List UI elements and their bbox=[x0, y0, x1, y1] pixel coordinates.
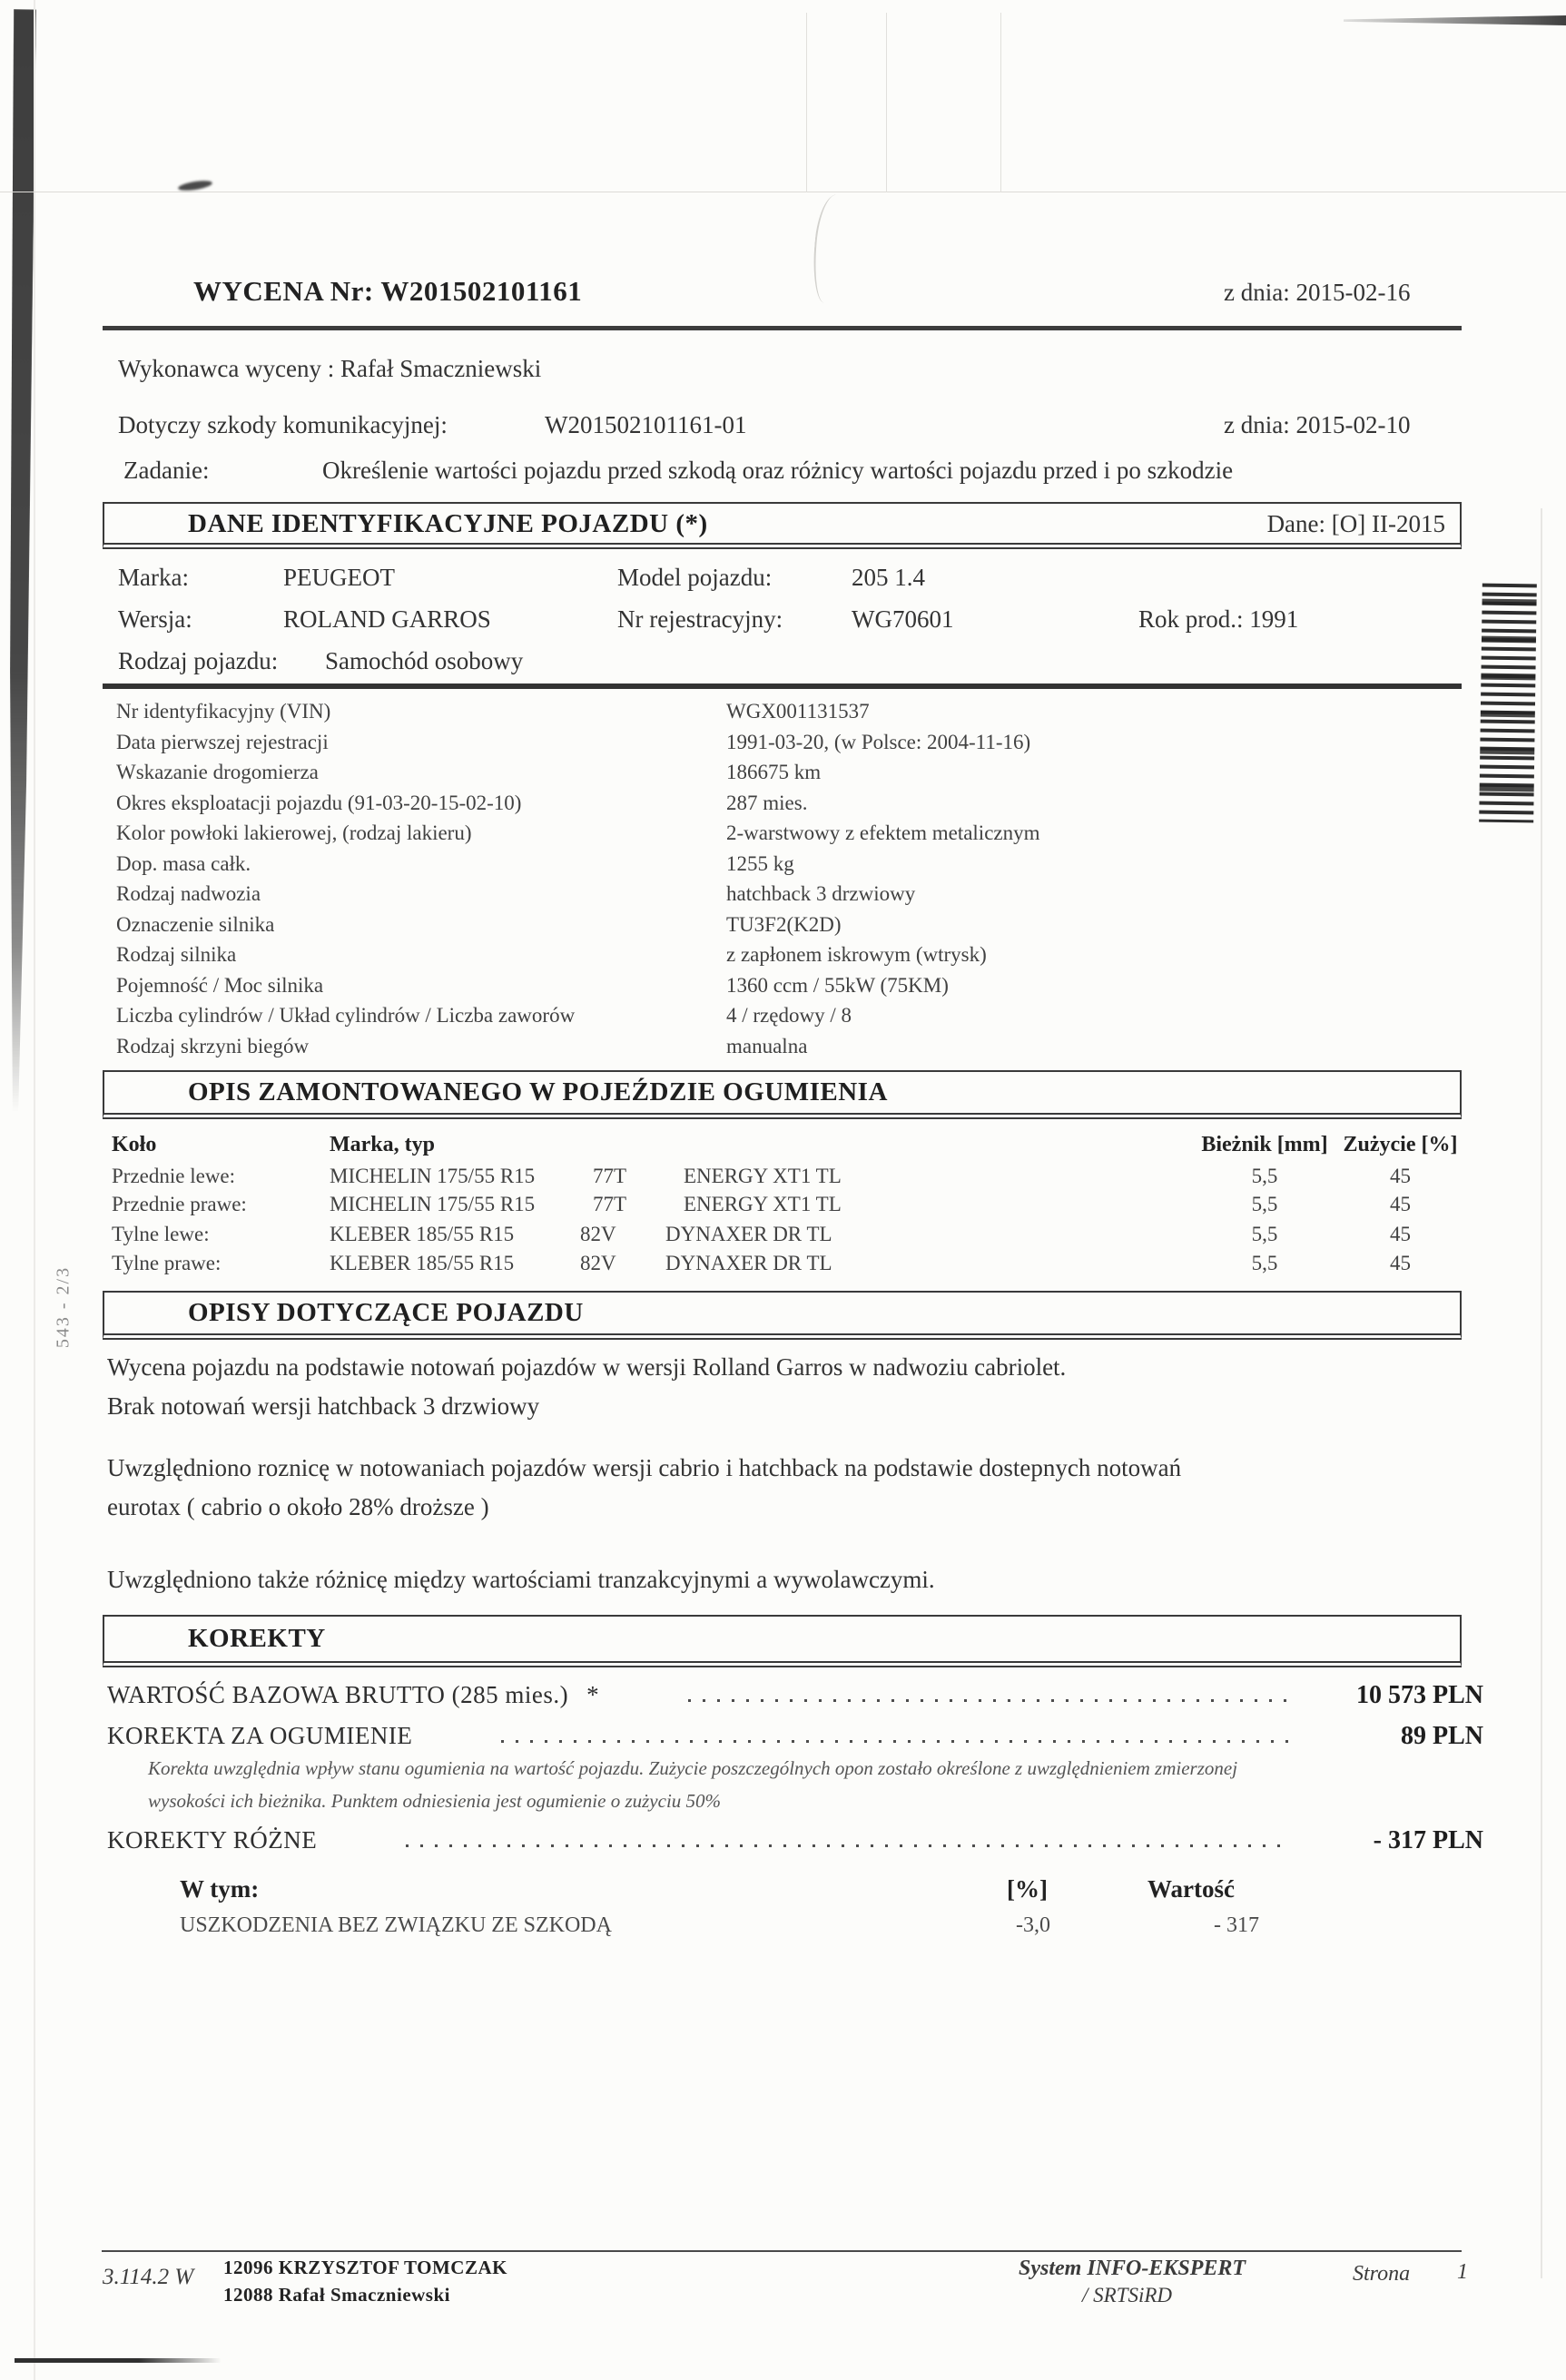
tire-row bbox=[112, 1251, 1463, 1275]
document-date: z dnia: 2015-02-16 bbox=[1224, 279, 1411, 306]
detail-value: TU3F2(K2D) bbox=[726, 912, 842, 936]
opis-paragraph-line: Brak notowań wersji hatchback 3 drzwiowy bbox=[107, 1392, 540, 1420]
paper-fold-line bbox=[1541, 508, 1542, 2278]
barcode bbox=[1479, 584, 1537, 823]
scan-edge-bar bbox=[0, 9, 36, 1112]
detail-label: Data pierwszej rejestracji bbox=[116, 730, 329, 753]
tire-row bbox=[112, 1164, 1463, 1188]
opis-paragraph-line: Wycena pojazdu na podstawie notowań pojazdów w wersji Rolland Garros w nadwoziu cabriolet. bbox=[107, 1353, 1067, 1381]
detail-row bbox=[116, 973, 1460, 1004]
executor-line: Wykonawca wyceny : Rafał Smaczniewski bbox=[118, 355, 542, 382]
detail-value: WGX001131537 bbox=[726, 700, 870, 723]
tire-model: ENERGY XT1 TL bbox=[684, 1193, 842, 1215]
tire-wheel: Przednie lewe: bbox=[112, 1165, 236, 1187]
footer-rule bbox=[102, 2250, 1462, 2252]
footer-page-label: Strona bbox=[1353, 2262, 1411, 2286]
korekta-value: - 317 PLN bbox=[1373, 1826, 1483, 1854]
section-tires-title: OPIS ZAMONTOWANEGO W POJEŹDZIE OGUMIENIA bbox=[188, 1077, 888, 1106]
tire-wear: 45 bbox=[1390, 1252, 1411, 1274]
dotted-leader bbox=[501, 1740, 1288, 1743]
wersja-label: Wersja: bbox=[118, 605, 192, 633]
footer-system-2: / SRTSiRD bbox=[1082, 2284, 1173, 2306]
section-ident-dane: Dane: [O] II-2015 bbox=[1266, 510, 1445, 537]
wtym-item-value: - 317 bbox=[1214, 1913, 1259, 1937]
detail-label: Dop. masa całk. bbox=[116, 851, 251, 875]
tire-col-brand: Marka, typ bbox=[330, 1133, 435, 1156]
tire-index: 82V bbox=[580, 1223, 616, 1245]
tire-tread: 5,5 bbox=[1251, 1223, 1278, 1245]
detail-value: 1255 kg bbox=[726, 851, 794, 875]
detail-label: Liczba cylindrów / Układ cylindrów / Liczba zaworów bbox=[116, 1004, 576, 1027]
scan-fold-vline bbox=[1000, 13, 1001, 192]
ident-rule bbox=[103, 684, 1462, 689]
tire-tread: 5,5 bbox=[1251, 1165, 1278, 1187]
tire-index: 82V bbox=[580, 1252, 616, 1274]
tire-col-tread: Bieżnik [mm] bbox=[1201, 1133, 1328, 1156]
tire-wheel: Tylne lewe: bbox=[112, 1223, 210, 1245]
rodzaj-value: Samochód osobowy bbox=[325, 647, 524, 674]
marka-label: Marka: bbox=[118, 564, 189, 591]
detail-value: 1360 ccm / 55kW (75KM) bbox=[726, 973, 949, 997]
detail-row bbox=[116, 881, 1460, 912]
korekta-label: WARTOŚĆ BAZOWA BRUTTO (285 mies.) bbox=[107, 1681, 569, 1708]
title-rule bbox=[103, 326, 1462, 330]
tire-table-header bbox=[112, 1132, 1463, 1157]
detail-label: Okres eksploatacji pojazdu (91-03-20-15-02-10) bbox=[116, 791, 522, 814]
tire-brand: KLEBER 185/55 R15 bbox=[330, 1252, 515, 1274]
claim-label: Dotyczy szkody komunikacyjnej: bbox=[118, 411, 448, 438]
tire-wear: 45 bbox=[1390, 1223, 1411, 1245]
scan-smudge bbox=[178, 179, 213, 192]
korekta-row-tires bbox=[107, 1722, 1483, 1751]
detail-label: Rodzaj nadwozia bbox=[116, 882, 261, 905]
korekta-row-base bbox=[107, 1681, 1483, 1710]
footer-version: 3.114.2 W bbox=[103, 2265, 194, 2289]
korekta-row-various bbox=[107, 1826, 1483, 1855]
tire-wheel: Tylne prawe: bbox=[112, 1252, 222, 1274]
vehicle-details-list bbox=[116, 699, 1460, 1064]
section-opisy-title: OPISY DOTYCZĄCE POJAZDU bbox=[188, 1298, 584, 1327]
detail-row bbox=[116, 1003, 1460, 1034]
tire-tread: 5,5 bbox=[1251, 1252, 1278, 1274]
wtym-label: W tym: bbox=[180, 1875, 260, 1903]
dotted-leader bbox=[406, 1844, 1288, 1847]
scan-edge-line bbox=[34, 0, 35, 2380]
section-korekty-title: KOREKTY bbox=[188, 1624, 326, 1653]
detail-value: 4 / rzędowy / 8 bbox=[726, 1004, 852, 1027]
tire-correction-note-line: wysokości ich bieżnika. Punktem odniesienia jest ogumienie o zużyciu 50% bbox=[148, 1790, 722, 1812]
footer-system-1: System INFO-EKSPERT bbox=[1019, 2257, 1246, 2280]
detail-value: 186675 km bbox=[726, 761, 822, 783]
detail-row bbox=[116, 912, 1460, 943]
detail-label: Nr identyfikacyjny (VIN) bbox=[116, 700, 331, 723]
detail-label: Pojemność / Moc silnika bbox=[116, 973, 324, 997]
task-label: Zadanie: bbox=[123, 457, 210, 484]
tire-wear: 45 bbox=[1390, 1165, 1411, 1187]
tire-wear: 45 bbox=[1390, 1193, 1411, 1215]
wersja-value: ROLAND GARROS bbox=[283, 605, 491, 633]
korekta-label: KOREKTA ZA OGUMIENIE bbox=[107, 1722, 413, 1749]
detail-label: Oznaczenie silnika bbox=[116, 912, 275, 936]
korekta-footnote-star: * bbox=[586, 1681, 599, 1708]
detail-value: z zapłonem iskrowym (wtrysk) bbox=[726, 943, 987, 966]
tire-correction-note-line: Korekta uwzględnia wpływ stanu ogumienia na wartość pojazdu. Zużycie poszczególnych opon zostało określone z uwzględnieniem zmierzonej bbox=[148, 1757, 1238, 1779]
section-opisy-header bbox=[103, 1291, 1462, 1340]
detail-row bbox=[116, 791, 1460, 821]
detail-row bbox=[116, 942, 1460, 973]
task-text: Określenie wartości pojazdu przed szkodą oraz różnicy wartości pojazdu przed i po szkodzie bbox=[322, 457, 1234, 484]
detail-row bbox=[116, 760, 1460, 791]
section-ident-header bbox=[103, 502, 1462, 549]
tire-model: DYNAXER DR TL bbox=[665, 1252, 832, 1274]
detail-label: Kolor powłoki lakierowej, (rodzaj lakieru) bbox=[116, 821, 472, 844]
detail-value: manualna bbox=[726, 1034, 808, 1057]
rej-label: Nr rejestracyjny: bbox=[617, 605, 783, 633]
detail-value: hatchback 3 drzwiowy bbox=[726, 882, 916, 905]
rodzaj-label: Rodzaj pojazdu: bbox=[118, 647, 279, 674]
tire-brand: MICHELIN 175/55 R15 bbox=[330, 1193, 536, 1215]
claim-date: z dnia: 2015-02-10 bbox=[1224, 411, 1411, 438]
margin-page-code: 543 - 2/3 bbox=[53, 1265, 74, 1349]
detail-row bbox=[116, 730, 1460, 761]
claim-number: W201502101161-01 bbox=[545, 411, 747, 438]
detail-label: Wskazanie drogomierza bbox=[116, 761, 319, 783]
model-value: 205 1.4 bbox=[852, 564, 925, 591]
korekta-value: 10 573 PLN bbox=[1356, 1681, 1483, 1709]
footer-expert-1: 12096 KRZYSZTOF TOMCZAK bbox=[223, 2257, 507, 2278]
section-ident-title: DANE IDENTYFIKACYJNE POJAZDU (*) bbox=[188, 509, 708, 538]
dotted-leader bbox=[688, 1699, 1288, 1702]
tire-index: 77T bbox=[593, 1193, 627, 1215]
opis-paragraph-line: Uwzględniono także różnicę między wartościami tranzakcyjnymi a wywolawczymi. bbox=[107, 1566, 935, 1593]
tire-brand: KLEBER 185/55 R15 bbox=[330, 1223, 515, 1245]
wtym-item-name: USZKODZENIA BEZ ZWIĄZKU ZE SZKODĄ bbox=[180, 1913, 612, 1937]
detail-row bbox=[116, 851, 1460, 882]
scan-fold-vline bbox=[806, 13, 807, 192]
detail-value: 2-warstwowy z efektem metalicznym bbox=[726, 821, 1040, 844]
detail-row bbox=[116, 821, 1460, 851]
detail-label: Rodzaj skrzyni biegów bbox=[116, 1034, 310, 1057]
opis-paragraph-line: Uwzględniono roznicę w notowaniach pojazdów wersji cabrio i hatchback na podstawie dostepnych notowań bbox=[107, 1454, 1182, 1481]
tire-brand: MICHELIN 175/55 R15 bbox=[330, 1165, 536, 1187]
rej-value: WG70601 bbox=[852, 605, 954, 633]
footer-page-number: 1 bbox=[1457, 2260, 1468, 2284]
wtym-pct-header: [%] bbox=[1007, 1875, 1048, 1903]
tire-model: ENERGY XT1 TL bbox=[684, 1165, 842, 1187]
korekta-value: 89 PLN bbox=[1401, 1722, 1483, 1750]
detail-value: 287 mies. bbox=[726, 791, 808, 814]
tire-tread: 5,5 bbox=[1251, 1193, 1278, 1215]
scan-top-streak bbox=[1344, 15, 1566, 25]
tire-wheel: Przednie prawe: bbox=[112, 1193, 247, 1215]
scan-curve-mark bbox=[810, 193, 852, 305]
tire-index: 77T bbox=[593, 1165, 627, 1187]
tire-row bbox=[112, 1192, 1463, 1216]
rok-prod: Rok prod.: 1991 bbox=[1138, 605, 1299, 633]
model-label: Model pojazdu: bbox=[617, 564, 773, 591]
tire-col-wheel: Koło bbox=[112, 1133, 157, 1156]
wtym-item-pct: -3,0 bbox=[1016, 1913, 1050, 1937]
document-title: WYCENA Nr: W201502101161 bbox=[193, 275, 583, 307]
scan-bottom-streak bbox=[15, 2358, 222, 2363]
opis-paragraph-line: eurotax ( cabrio o około 28% droższe ) bbox=[107, 1493, 489, 1520]
footer-expert-2: 12088 Rafał Smaczniewski bbox=[223, 2284, 450, 2306]
wtym-value-header: Wartość bbox=[1147, 1875, 1235, 1903]
detail-value: 1991-03-20, (w Polsce: 2004-11-16) bbox=[726, 730, 1031, 753]
korekta-label: KOREKTY RÓŻNE bbox=[107, 1826, 318, 1854]
tire-model: DYNAXER DR TL bbox=[665, 1223, 832, 1245]
scan-fold-vline bbox=[886, 13, 887, 192]
detail-label: Rodzaj silnika bbox=[116, 943, 237, 966]
section-tires-header bbox=[103, 1070, 1462, 1119]
marka-value: PEUGEOT bbox=[283, 564, 395, 591]
section-korekty-header bbox=[103, 1615, 1462, 1667]
detail-row bbox=[116, 1034, 1460, 1065]
tire-row bbox=[112, 1222, 1463, 1246]
detail-row bbox=[116, 699, 1460, 730]
tire-col-wear: Zużycie [%] bbox=[1343, 1133, 1458, 1156]
